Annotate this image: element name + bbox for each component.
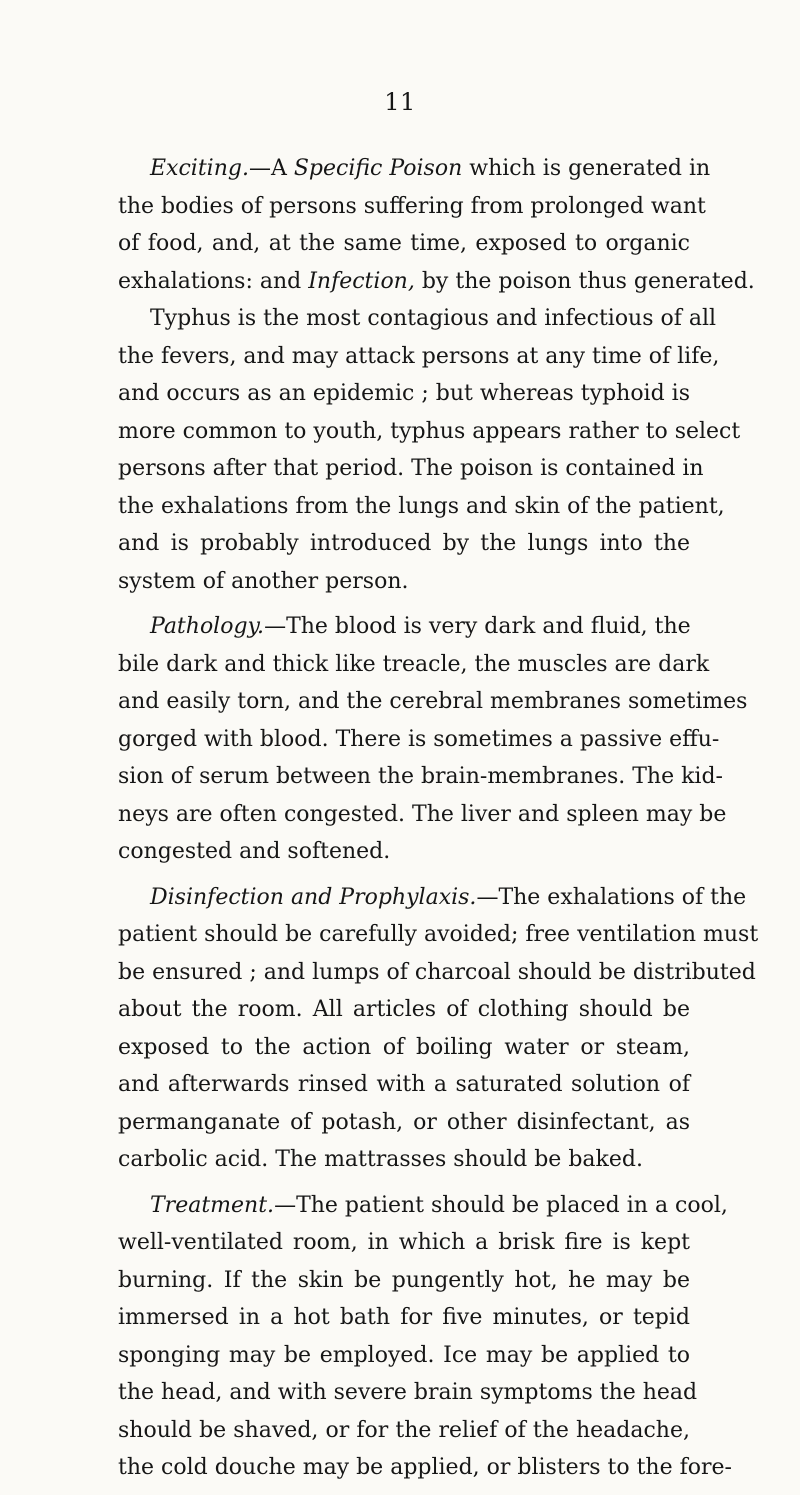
heading-treatment: Treatment. [150,1192,275,1218]
text-line: of food, and, at the same time, exposed to organic [118,231,690,256]
text-line: persons after that period. The poison is contained in [118,456,704,481]
text-line: about the room. All articles of clothing should be [118,997,690,1022]
text-line: and occurs as an epidemic ; but whereas typhoid is [118,381,690,406]
text-line: sion of serum between the brain-membranes. The kid- [118,764,723,789]
text-line: and afterwards rinsed with a saturated solution of [118,1072,690,1097]
text-line: exposed to the action of boiling water or steam, [118,1034,690,1060]
heading-exciting: Exciting. [150,156,249,181]
text-line: and is probably introduced by the lungs into the [118,531,690,556]
heading-pathology: Pathology. [150,614,265,639]
text-line: neys are often congested. The liver and spleen may be [118,801,727,827]
text-line: Treatment.—The patient should be placed in a cool, [150,1192,728,1218]
text-line: be ensured ; and lumps of charcoal should be distributed [118,959,756,985]
text-line: Disinfection and Prophylaxis.—The exhalations of the [150,884,747,910]
term-specific-poison: Specific Poison [293,156,463,181]
text-line: the fevers, and may attack persons at any time of life, [118,343,720,369]
term-infection: Infection, [308,268,415,294]
text-line: Pathology.—The blood is very dark and fluid, the [150,614,691,639]
paragraph-pathology [118,608,748,871]
text-line: permanganate of potash, or other disinfectant, as [118,1109,690,1135]
text-line: bile dark and thick like treacle, the muscles are dark [118,651,710,677]
text-line: Exciting.—A Specific Poison which is generated in [150,156,711,181]
text-line: immersed in a hot bath for five minutes, or tepid [118,1305,690,1330]
text-line: and easily torn, and the cerebral membranes sometimes [118,689,748,714]
text-line: carbolic acid. The mattrasses should be baked. [118,1147,643,1172]
page-number: 11 [384,88,416,116]
paragraph-disinfection [118,879,759,1179]
text-line: system of another person. [118,568,409,594]
paragraph-treatment [118,1187,732,1487]
text-line: more common to youth, typhus appears rather to select [118,418,741,444]
paragraph-exciting [118,150,755,600]
text-line: congested and softened. [118,839,391,864]
text-line: the head, and with severe brain symptoms the head [118,1380,698,1405]
text-line: sponging may be employed. Ice may be applied to [118,1342,690,1368]
text-line: Typhus is the most contagious and infectious of all [150,306,717,331]
text-line: gorged with blood. There is sometimes a passive effu- [118,726,720,752]
text-line: well-ventilated room, in which a brisk fire is kept [118,1230,690,1255]
text-line: patient should be carefully avoided; free ventilation must [118,922,759,947]
text-line: the cold douche may be applied, or blisters to the fore- [118,1455,732,1480]
heading-disinfection: Disinfection and Prophylaxis. [150,884,477,910]
text-line: the bodies of persons suffering from prolonged want [118,193,706,219]
text-line: burning. If the skin be pungently hot, he may be [118,1267,690,1293]
body-text [118,150,759,1495]
text-line: exhalations: and Infection, by the poison thus generated. [118,268,755,294]
text-line: the exhalations from the lungs and skin of the patient, [118,493,725,519]
text-line: should be shaved, or for the relief of the headache, [118,1417,690,1443]
